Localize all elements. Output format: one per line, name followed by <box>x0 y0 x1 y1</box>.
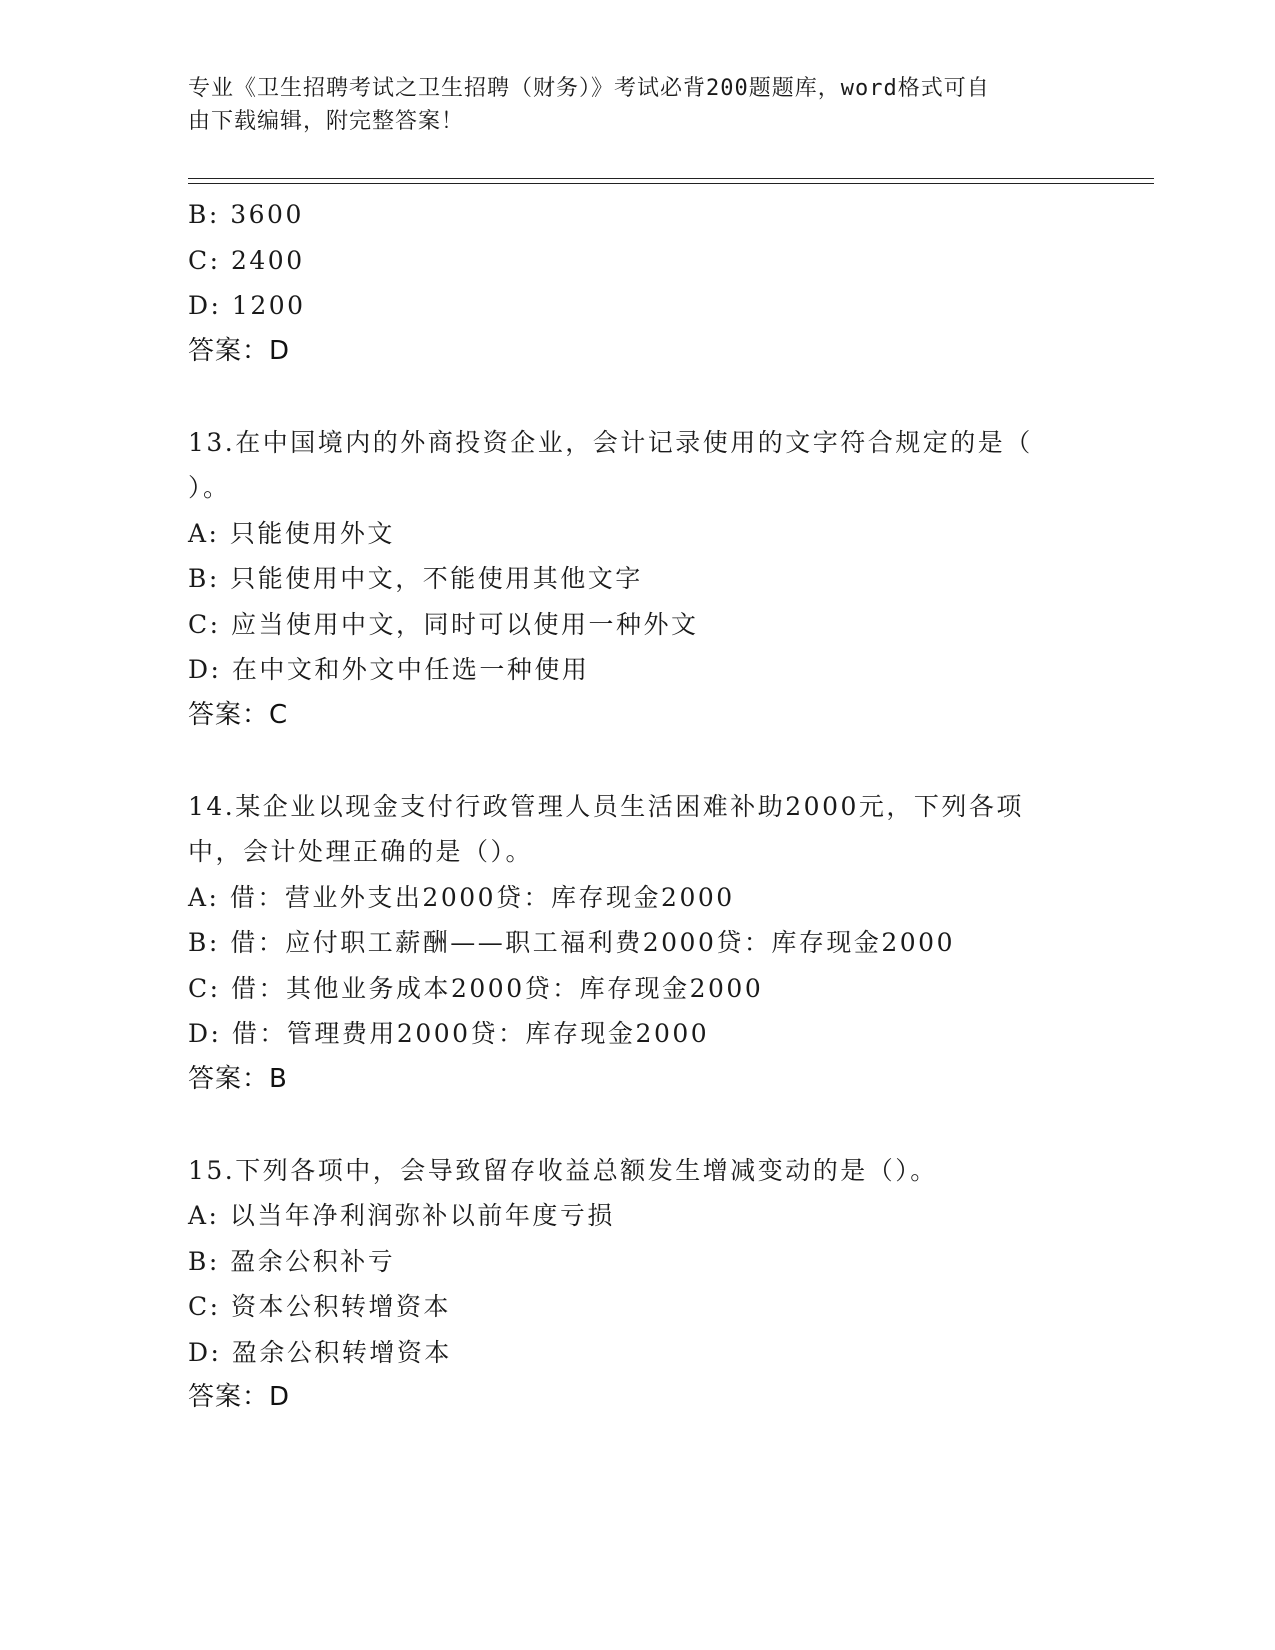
option-c: C: 资本公积转增资本 <box>188 1292 451 1321</box>
header-divider-top <box>188 178 1154 179</box>
spacer <box>188 1102 1088 1148</box>
answer-line: 答案：C <box>188 699 289 730</box>
question-14 <box>188 784 1088 1103</box>
option-d: D: 1200 <box>188 291 306 320</box>
answer-line: 答案：D <box>188 1382 291 1412</box>
option-d: D: 借：管理费用2000贷：库存现金2000 <box>188 1019 710 1048</box>
header-divider-bottom <box>188 183 1154 184</box>
option-b: B: 3600 <box>188 200 304 229</box>
question-text-line: 中，会计处理正确的是（）。 <box>188 837 534 866</box>
header-line-2: 由下载编辑，附完整答案！ <box>188 109 465 134</box>
option-b: B: 盈余公积补亏 <box>188 1246 396 1276</box>
question-text-line: ）。 <box>188 473 231 502</box>
question-15 <box>188 1148 1088 1421</box>
option-d: D: 盈余公积转增资本 <box>188 1337 452 1367</box>
option-a: A: 只能使用外文 <box>188 518 395 548</box>
question-text-line: 13.在中国境内的外商投资企业，会计记录使用的文字符合规定的是（ <box>188 427 1033 457</box>
option-b: B: 借：应付职工薪酬——职工福利费2000贷：库存现金2000 <box>188 928 955 957</box>
option-c: C: 借：其他业务成本2000贷：库存现金2000 <box>188 973 764 1003</box>
answer-line: 答案：D <box>188 335 291 366</box>
option-c: C: 2400 <box>188 245 305 275</box>
spacer <box>188 374 1088 420</box>
option-a: A: 借：营业外支出2000贷：库存现金2000 <box>188 882 735 912</box>
header-line-1: 专业《卫生招聘考试之卫生招聘（财务）》考试必背200题题库，word格式可自 <box>188 76 990 101</box>
document-header <box>188 72 1068 138</box>
option-c: C: 应当使用中文，同时可以使用一种外文 <box>188 609 699 639</box>
question-text-line: 15.下列各项中，会导致留存收益总额发生增减变动的是（）。 <box>188 1155 938 1185</box>
question-12-continued <box>188 192 1088 374</box>
option-d: D: 在中文和外文中任选一种使用 <box>188 655 590 684</box>
answer-line: 答案：B <box>188 1063 288 1094</box>
question-list <box>188 192 1088 1421</box>
option-a: A: 以当年净利润弥补以前年度亏损 <box>188 1201 615 1230</box>
question-13 <box>188 420 1088 739</box>
question-text-line: 14.某企业以现金支付行政管理人员生活困难补助2000元，下列各项 <box>188 791 1024 821</box>
spacer <box>188 738 1088 784</box>
option-b: B: 只能使用中文，不能使用其他文字 <box>188 564 643 593</box>
